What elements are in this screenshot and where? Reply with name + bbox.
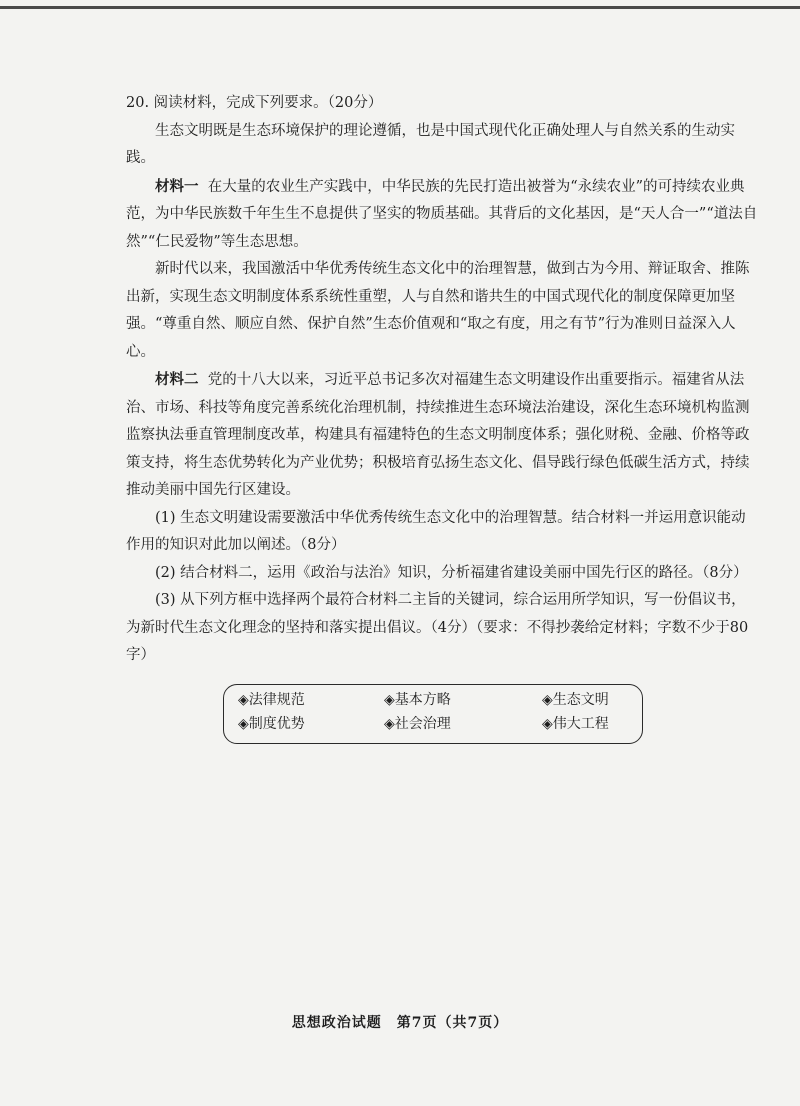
sub-question-1: (1) 生态文明建设需要激活中华优秀传统生态文化中的治理智慧。结合材料一并运用意识能动作用的知识对此加以阐述。（8分） — [126, 509, 746, 553]
material2-label: 材料二 — [155, 371, 199, 388]
sub-question-2: (2) 结合材料二，运用《政治与法治》知识，分析福建省建设美丽中国先行区的路径。（8分） — [155, 564, 748, 581]
keyword-item: ◈社会治理 — [384, 715, 451, 732]
keyword-item: ◈生态文明 — [542, 691, 609, 708]
material2-paragraph — [126, 366, 758, 505]
top-border-line — [0, 6, 800, 9]
intro-paragraph: 生态文明既是生态环境保护的理论遵循，也是中国式现代化正确处理人与自然关系的生动实践。 — [126, 122, 735, 166]
keyword-item: ◈法律规范 — [238, 691, 305, 708]
material1-label: 材料一 — [155, 177, 199, 195]
question-header: 20. 阅读材料，完成下列要求。（20分） — [126, 95, 383, 111]
keyword-item: ◈基本方略 — [384, 691, 451, 708]
material1-text: 在大量的农业生产实践中，中华民族的先民打造出被誉为“永续农业”的可持续农业典范，为中华民族数千年生生不息提供了坚实的物质基础。其背后的文化基因，是“天人合一”“道法自然”“仁民爱物”等生态思想。 — [126, 178, 758, 250]
material1-paragraph — [126, 173, 758, 257]
material1-paragraph-2: 新时代以来，我国激活中华优秀传统生态文化中的治理智慧，做到古为今用、辩证取舍、推陈出新，实现生态文明制度体系系统性重塑，人与自然和谐共生的中国式现代化的制度保障更加坚强。“尊重自然、顺应自然、保护自然”生态价值观和“取之有度，用之有节”行为准则日益深入人心。 — [126, 261, 750, 360]
sub-question-3: (3) 从下列方框中选择两个最符合材料二主旨的关键词，综合运用所学知识，写一份倡议书，为新时代生态文化理念的坚持和落实提出倡议。（4分）（要求：不得抄袭给定材料；字数不少于80字） — [126, 592, 749, 663]
keyword-item: ◈伟大工程 — [542, 715, 609, 732]
keyword-box — [223, 684, 643, 744]
page-footer: 思想政治试题 第7页（共7页） — [291, 1015, 509, 1031]
keyword-item: ◈制度优势 — [238, 715, 305, 732]
question-20-block — [126, 90, 758, 744]
material2-text: 党的十八大以来，习近平总书记多次对福建生态文明建设作出重要指示。福建省从法治、市场、科技等角度完善系统化治理机制，持续推进生态环境法治建设，深化生态环境机构监测监察执法垂直管理制度改革，构建具有福建特色的生态文明制度体系；强化财税、金融、价格等政策支持，将生态优势转化为产业优势；积极培育弘扬生态文化、倡导践行绿色低碳生活方式，持续推动美丽中国先行区建设。 — [126, 372, 750, 498]
